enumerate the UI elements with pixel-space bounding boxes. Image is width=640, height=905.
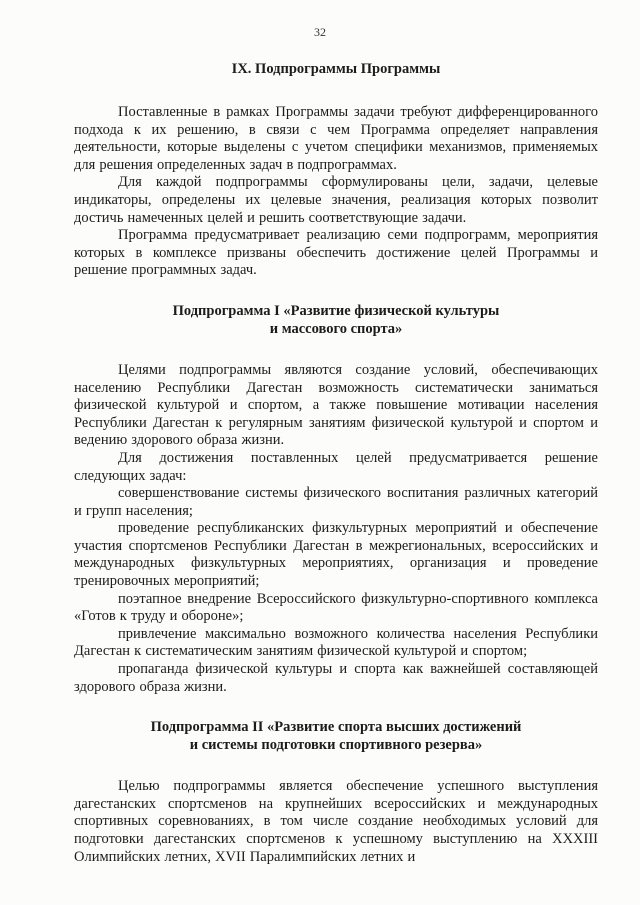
paragraph: Поставленные в рамках Программы задачи требуют дифференцированного подхода к их решению, в связи с чем Программа определяет направления деятельности, которые выделены с учетом специфики механизмов, применяемых для решения определенных задач в подпрограммах.	[74, 104, 598, 173]
task-list-item: проведение республиканских физкультурных мероприятий и обеспечение участия спортсменов Республики Дагестан в межрегиональных, всероссийских и международных физкультурных мероприятиях, организация и проведение тренировочных мероприятий;	[74, 520, 598, 590]
paragraph: Целями подпрограммы являются создание условий, обеспечивающих населению Республики Дагестан возможность систематически заниматься физической культурой и спортом, а также повышение мотивации населения Республики Дагестан к регулярным занятиям физической культурой и спортом и ведению здорового образа жизни.	[74, 361, 598, 449]
task-list-item: совершенствование системы физического воспитания различных категорий и групп населения;	[74, 485, 598, 519]
task-list-item: пропаганда физической культуры и спорта как важнейшей составляющей здорового образа жизни.	[74, 661, 598, 695]
task-list-item: привлечение максимально возможного количества населения Республики Дагестан к систематическим занятиям физической культурой и спортом;	[74, 625, 598, 660]
paragraph: Целью подпрограммы является обеспечение успешного выступления дагестанских спортсменов на крупнейших всероссийских и международных спортивных соревнованиях, в том числе создание необходимых условий для подготовки дагестанских спортсменов к успешному выступлению на XXXIII Олимпийских летних, XVII Паралимпийских летних и	[74, 778, 598, 865]
paragraph: Для каждой подпрограммы сформулированы цели, задачи, целевые индикаторы, определены их целевые значения, реализация которых позволит достичь намеченных целей и решить соответствующие задачи.	[74, 174, 598, 226]
subprogram-2-title-line-1: Подпрограмма II «Развитие спорта высших достижений	[150, 719, 522, 736]
page-content	[74, 60, 598, 866]
subprogram-1-title-line-1: Подпрограмма I «Развитие физической культуры	[172, 302, 500, 319]
subprogram-2-title	[74, 718, 598, 754]
subprogram-1-title	[74, 302, 598, 338]
subprogram-1-title-line-2: и массового спорта»	[269, 320, 403, 337]
subprogram-2-title-line-2: и системы подготовки спортивного резерва»	[189, 737, 483, 754]
section-title: IX. Подпрограммы Программы	[231, 61, 441, 77]
page-number: 32	[314, 25, 326, 39]
task-list-item: поэтапное внедрение Всероссийского физкультурно-спортивного комплекса «Готов к труду и обороне»;	[74, 590, 598, 625]
paragraph: Для достижения поставленных целей предусматривается решение следующих задач:	[74, 449, 598, 484]
paragraph: Программа предусматривает реализацию семи подпрограмм, мероприятия которых в комплексе призваны обеспечить достижение целей Программы и решение программных задач.	[74, 227, 598, 279]
